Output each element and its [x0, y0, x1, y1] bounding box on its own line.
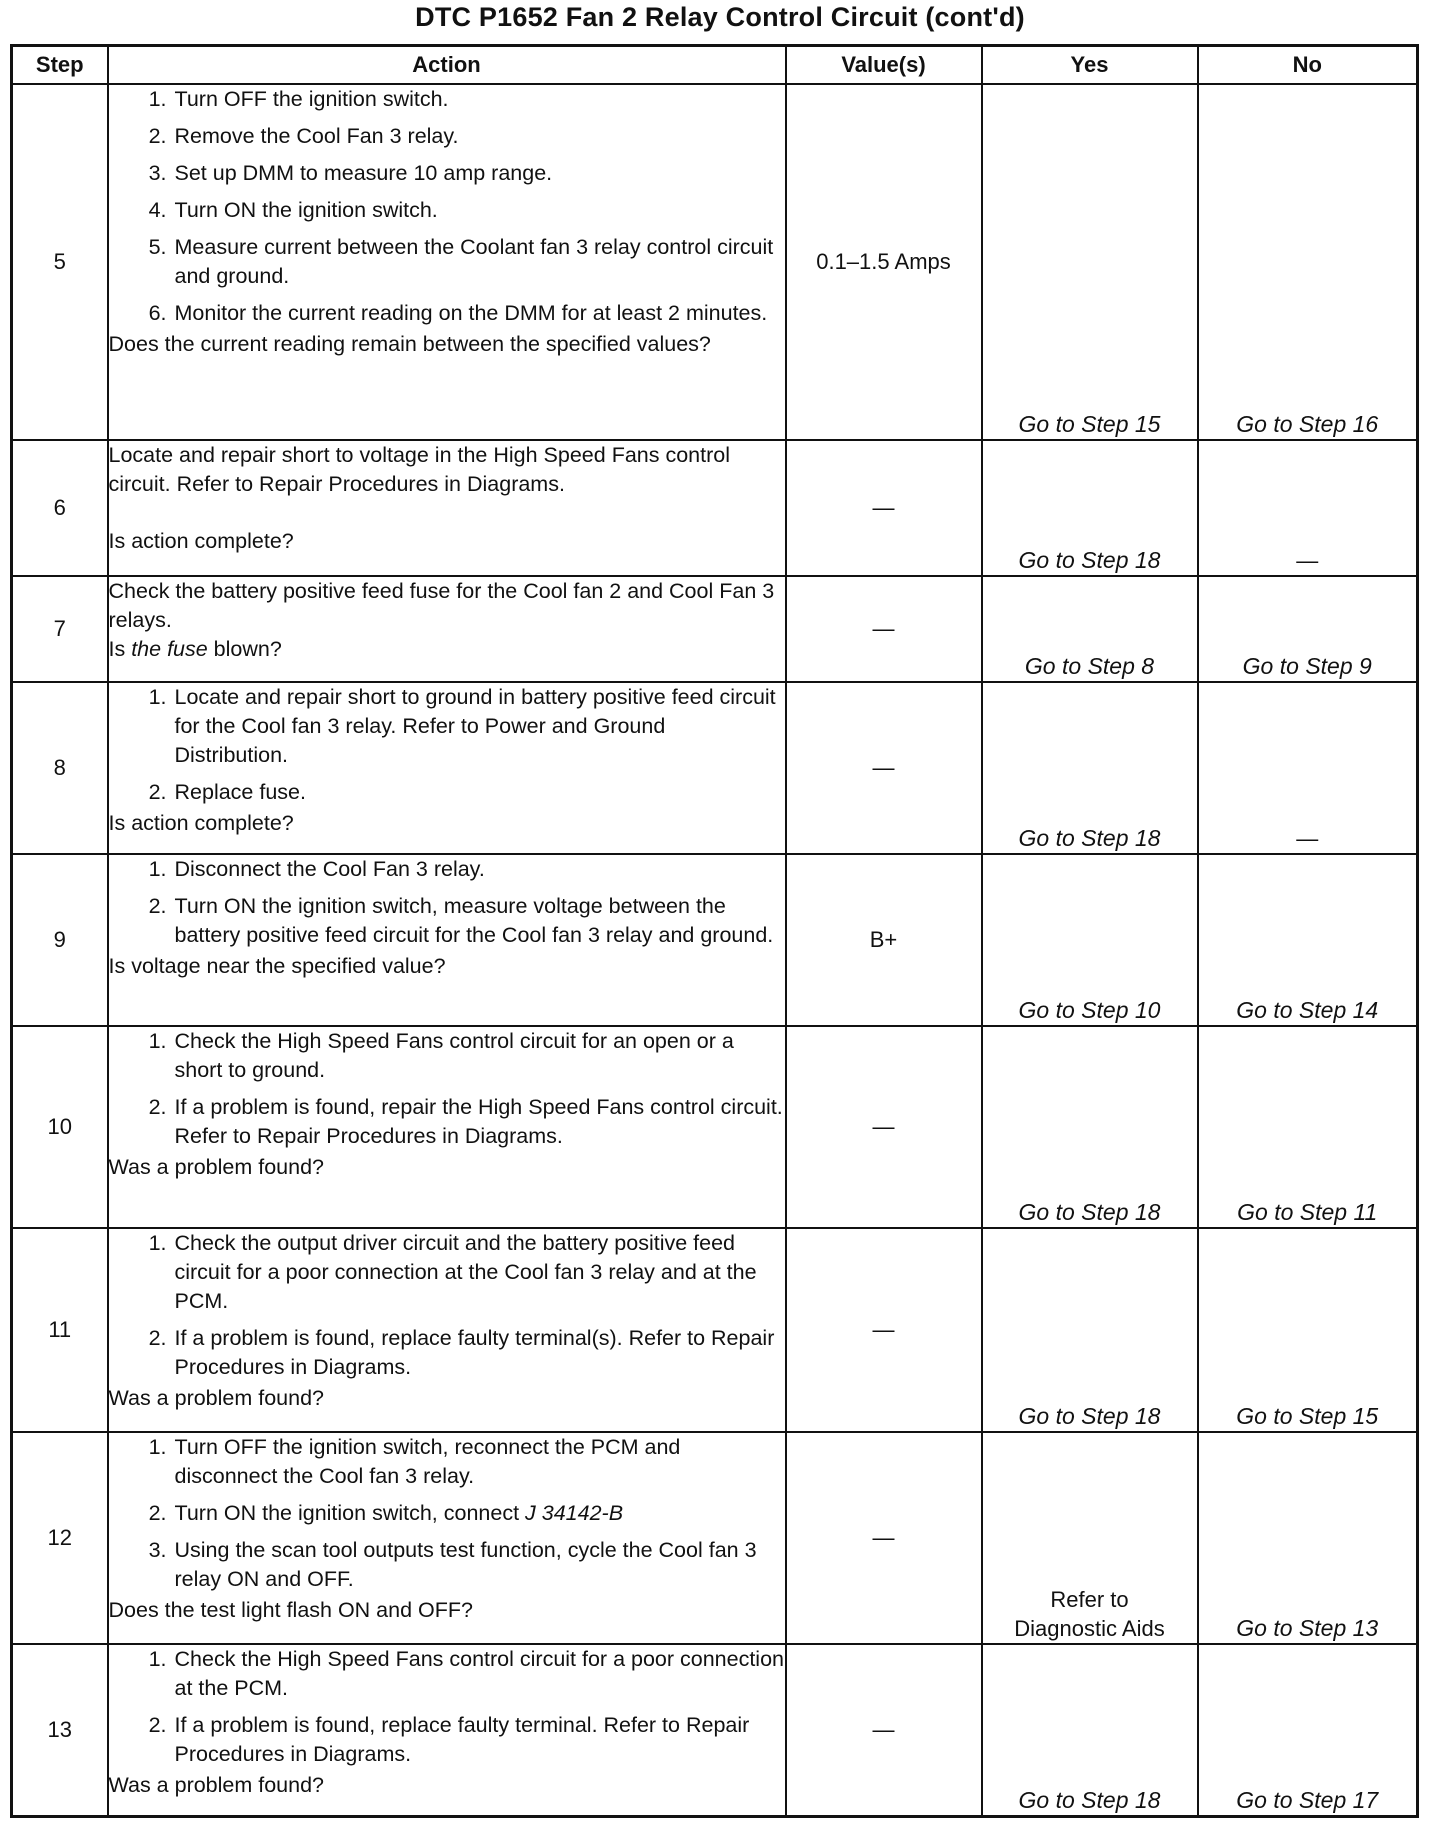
header-values: Value(s)	[786, 46, 982, 85]
action-cell	[108, 1228, 786, 1432]
value-cell: —	[786, 1432, 982, 1644]
yes-cell: Go to Step 15	[982, 84, 1198, 440]
yes-cell: Go to Step 18	[982, 1228, 1198, 1432]
action-question: Was a problem found?	[108, 1773, 325, 1797]
list-item: 1. Check the High Speed Fans control circuit for a poor connection at the PCM.	[148, 1647, 784, 1700]
action-cell	[108, 576, 786, 682]
table-row	[12, 1644, 1418, 1816]
table-row	[12, 1432, 1418, 1644]
no-cell: Go to Step 15	[1198, 1228, 1418, 1432]
list-item: 2. Turn ON the ignition switch, connect J 34142-B	[148, 1501, 624, 1525]
list-item: 1. Check the High Speed Fans control circuit for an open or a short to ground.	[148, 1029, 734, 1082]
step-number: 11	[12, 1228, 108, 1432]
yes-cell: Go to Step 8	[982, 576, 1198, 682]
table-row	[12, 682, 1418, 854]
yes-cell: Refer to Diagnostic Aids	[982, 1432, 1198, 1644]
action-question: Was a problem found?	[108, 1155, 325, 1179]
value-cell: 0.1–1.5 Amps	[786, 84, 982, 440]
list-item: 4. Turn ON the ignition switch.	[148, 198, 438, 222]
list-item: 2. If a problem is found, repair the High Speed Fans control circuit. Refer to Repair Procedures in Diagrams.	[148, 1095, 783, 1148]
no-cell: —	[1198, 440, 1418, 576]
action-question: Is action complete?	[108, 529, 294, 553]
no-cell: Go to Step 13	[1198, 1432, 1418, 1644]
step-number: 13	[12, 1644, 108, 1816]
list-item: 6. Monitor the current reading on the DMM for at least 2 minutes.	[148, 301, 768, 325]
list-item: 2. If a problem is found, replace faulty terminal. Refer to Repair Procedures in Diagrams.	[148, 1713, 750, 1766]
list-item: 2. Replace fuse.	[148, 780, 306, 804]
list-item: 2. If a problem is found, replace faulty terminal(s). Refer to Repair Procedures in Diagrams.	[148, 1326, 775, 1379]
table-row	[12, 1228, 1418, 1432]
action-cell	[108, 84, 786, 440]
action-cell	[108, 1432, 786, 1644]
list-item: 1. Turn OFF the ignition switch, reconnect the PCM and disconnect the Cool fan 3 relay.	[148, 1435, 681, 1488]
no-cell: Go to Step 17	[1198, 1644, 1418, 1816]
yes-cell: Go to Step 18	[982, 682, 1198, 854]
header-yes: Yes	[982, 46, 1198, 85]
value-cell: B+	[786, 854, 982, 1026]
diagnostic-table	[10, 44, 1419, 1818]
table-row	[12, 576, 1418, 682]
header-no: No	[1198, 46, 1418, 85]
yes-cell: Go to Step 18	[982, 1026, 1198, 1228]
action-question: Does the current reading remain between the specified values?	[108, 332, 711, 356]
yes-cell: Go to Step 18	[982, 1644, 1198, 1816]
list-item: 3. Set up DMM to measure 10 amp range.	[148, 161, 553, 185]
table-row	[12, 1026, 1418, 1228]
action-question: Is action complete?	[108, 811, 294, 835]
action-question: Was a problem found?	[108, 1386, 325, 1410]
value-cell: —	[786, 1644, 982, 1816]
step-number: 5	[12, 84, 108, 440]
value-cell: —	[786, 440, 982, 576]
action-cell	[108, 854, 786, 1026]
no-cell: Go to Step 9	[1198, 576, 1418, 682]
list-item: 2. Remove the Cool Fan 3 relay.	[148, 124, 459, 148]
page-title: DTC P1652 Fan 2 Relay Control Circuit (cont'd)	[415, 2, 1025, 32]
list-item: 5. Measure current between the Coolant fan 3 relay control circuit and ground.	[148, 235, 774, 288]
list-item: 1. Locate and repair short to ground in battery positive feed circuit for the Cool fan 3 relay. Refer to Power and Ground Distribution.	[148, 685, 776, 767]
list-item: 2. Turn ON the ignition switch, measure voltage between the battery positive feed circuit for the Cool fan 3 relay and ground.	[148, 894, 774, 947]
action-text: Locate and repair short to voltage in the High Speed Fans control circuit. Refer to Repair Procedures in Diagrams.	[108, 443, 730, 496]
step-number: 12	[12, 1432, 108, 1644]
list-item: 1. Disconnect the Cool Fan 3 relay.	[148, 857, 485, 881]
table-row	[12, 84, 1418, 440]
action-cell	[108, 440, 786, 576]
value-cell: —	[786, 682, 982, 854]
yes-cell: Go to Step 18	[982, 440, 1198, 576]
table-row	[12, 854, 1418, 1026]
action-cell	[108, 1644, 786, 1816]
value-cell: —	[786, 1026, 982, 1228]
action-question: Is the fuse blown?	[108, 637, 282, 661]
header-action: Action	[108, 46, 786, 85]
table-row	[12, 440, 1418, 576]
action-text: Check the battery positive feed fuse for the Cool fan 2 and Cool Fan 3 relays.	[108, 579, 775, 632]
step-number: 10	[12, 1026, 108, 1228]
no-cell: Go to Step 16	[1198, 84, 1418, 440]
list-item: 3. Using the scan tool outputs test function, cycle the Cool fan 3 relay ON and OFF.	[148, 1538, 757, 1591]
list-item: 1. Turn OFF the ignition switch.	[148, 87, 449, 111]
step-number: 7	[12, 576, 108, 682]
table-header-row	[12, 46, 1418, 85]
action-cell	[108, 1026, 786, 1228]
value-cell: —	[786, 1228, 982, 1432]
step-number: 6	[12, 440, 108, 576]
no-cell: —	[1198, 682, 1418, 854]
value-cell: —	[786, 576, 982, 682]
action-question: Is voltage near the specified value?	[108, 954, 446, 978]
no-cell: Go to Step 14	[1198, 854, 1418, 1026]
header-step: Step	[12, 46, 108, 85]
step-number: 9	[12, 854, 108, 1026]
action-cell	[108, 682, 786, 854]
action-question: Does the test light flash ON and OFF?	[108, 1598, 473, 1622]
list-item: 1. Check the output driver circuit and the battery positive feed circuit for a poor connection at the Cool fan 3 relay and at the PCM.	[148, 1231, 757, 1313]
step-number: 8	[12, 682, 108, 854]
no-cell: Go to Step 11	[1198, 1026, 1418, 1228]
yes-cell: Go to Step 10	[982, 854, 1198, 1026]
